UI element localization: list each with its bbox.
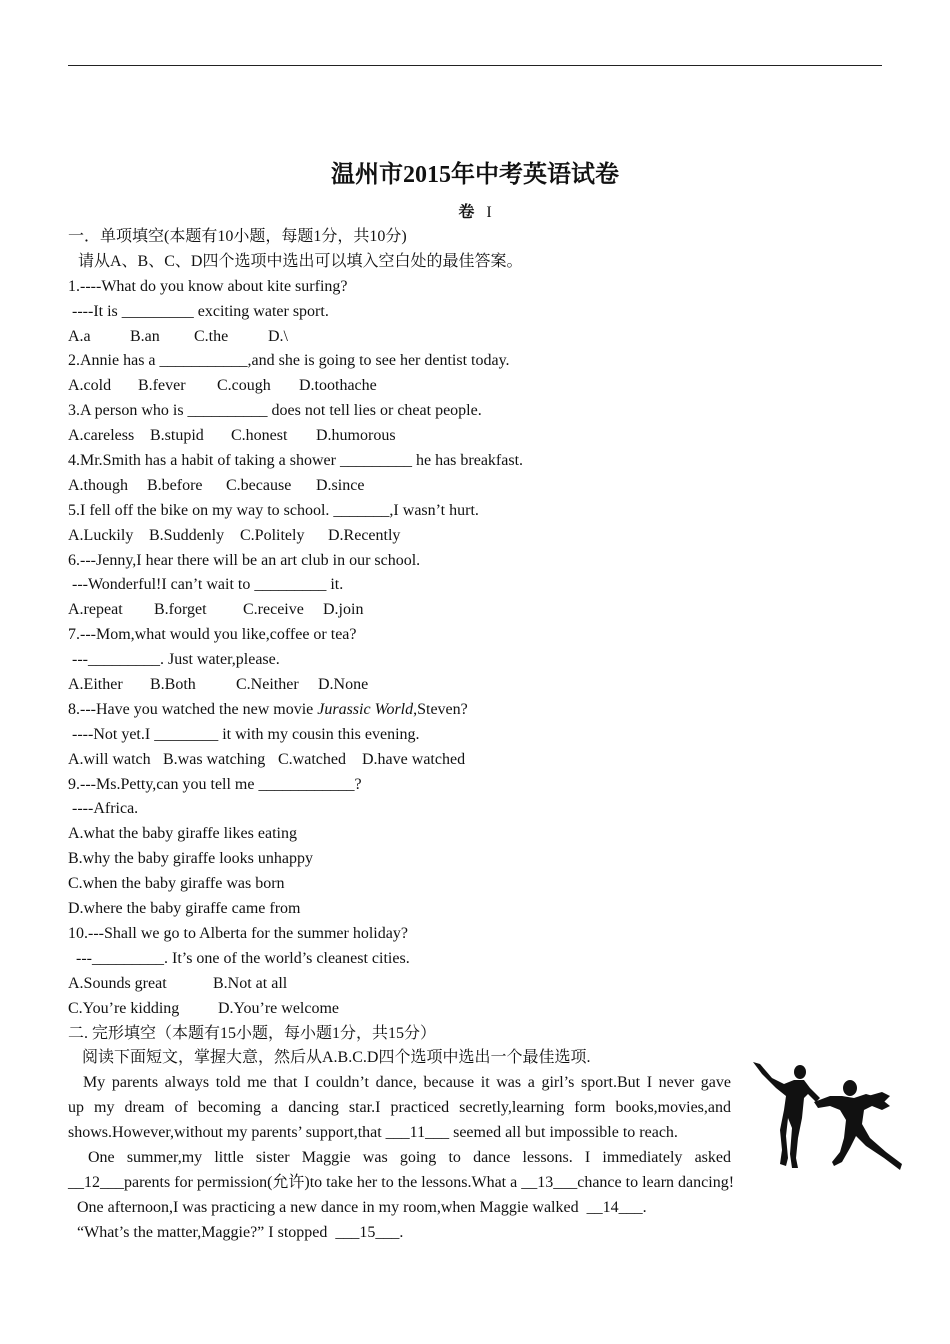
q8-option-b: B.was watching [163, 750, 266, 768]
q5-options [68, 524, 883, 549]
q1-line1: 1.----What do you know about kite surfing? [68, 277, 348, 295]
q9-option-c: C.when the baby giraffe was born [68, 875, 285, 893]
q5-option-b: B.Suddenly [149, 526, 225, 544]
q5-option-d: D.Recently [328, 526, 401, 544]
q7-line2: ---_________. Just water,please. [68, 651, 280, 669]
q4-option-b: B.before [147, 476, 203, 494]
q1-option-a: A.a [68, 327, 91, 345]
q6-option-b: B.forget [154, 601, 207, 619]
volume-word: 卷 [458, 204, 475, 221]
q8-line2: ----Not yet.I ________ it with my cousin this evening. [68, 725, 420, 743]
q7-option-c: C.Neither [236, 676, 299, 694]
q3-options [68, 424, 883, 449]
q10-options-ab [68, 972, 883, 997]
q8-option-d: D.have watched [362, 750, 466, 768]
q7-option-d: D.None [318, 676, 369, 694]
q2-line1: 2.Annie has a ___________,and she is going to see her dentist today. [68, 352, 510, 370]
q4-option-a: A.though [68, 476, 128, 494]
q3-option-d: D.humorous [316, 427, 396, 445]
p2-line1: One summer,my little sister Maggie was going to dance lessons. I immediately asked [88, 1148, 731, 1166]
q7-option-b: B.Both [150, 676, 196, 694]
p4-line: “What’s the matter,Maggie?” I stopped ___15___. [77, 1223, 404, 1241]
p1-line1: My parents always told me that I couldn’t dance, because it was a girl’s sport.But I never gave [83, 1074, 731, 1092]
q10-option-d: D.You’re welcome [218, 999, 340, 1017]
p1-line3: shows.However,without my parents’ support,that ___11___ seemed all but impossible to reach. [68, 1124, 678, 1142]
q4-line1: 4.Mr.Smith has a habit of taking a shower _________ he has breakfast. [68, 452, 524, 470]
q10-option-b: B.Not at all [213, 974, 288, 992]
section1-instruction: 请从A、B、C、D四个选项中选出可以填入空白处的最佳答案。 [78, 252, 523, 270]
q10-options-cd [68, 997, 883, 1022]
q8-option-c: C.watched [278, 750, 346, 768]
q3-option-b: B.stupid [150, 427, 204, 445]
q2-options [68, 374, 883, 399]
q3-option-c: C.honest [231, 427, 288, 445]
p2-line2: __12___parents for permission(允许)to take her to the lessons.What a __13___chance to learn dancing! [68, 1173, 735, 1191]
q9-option-b: B.why the baby giraffe looks unhappy [68, 850, 313, 868]
q8-movie-title: Jurassic World [317, 700, 414, 718]
volume-number: I [486, 204, 492, 221]
header-rule [68, 65, 882, 66]
q1-options [68, 325, 883, 350]
section2-heading: 二. 完形填空（本题有15小题，每小题1分，共15分） [68, 1024, 437, 1042]
q6-option-d: D.join [323, 601, 364, 619]
dancers-silhouette-icon [750, 1058, 908, 1173]
q5-option-a: A.Luckily [68, 526, 134, 544]
q9-line2: ----Africa. [68, 800, 139, 818]
q10-option-c: C.You’re kidding [68, 999, 180, 1017]
q2-option-a: A.cold [68, 377, 112, 395]
q2-option-d: D.toothache [299, 377, 377, 395]
q7-option-a: A.Either [68, 676, 123, 694]
q9-option-a: A.what the baby giraffe likes eating [68, 825, 297, 843]
q2-option-c: C.cough [217, 377, 271, 395]
q8-line1 [68, 698, 883, 723]
volume-label [0, 202, 950, 224]
q7-line1: 7.---Mom,what would you like,coffee or tea? [68, 626, 357, 644]
q6-option-c: C.receive [243, 601, 304, 619]
q4-option-d: D.since [316, 476, 365, 494]
q1-option-d: D.\ [268, 327, 288, 345]
q2-option-b: B.fever [138, 377, 186, 395]
q6-line2: ---Wonderful!I can’t wait to _________ it. [68, 576, 344, 594]
q8-option-a: A.will watch [68, 750, 151, 768]
section1-heading: 一．单项填空(本题有10小题，每题1分，共10分) [68, 228, 407, 245]
q6-line1: 6.---Jenny,I hear there will be an art club in our school. [68, 551, 421, 569]
q1-option-b: B.an [130, 327, 160, 345]
p3-line: One afternoon,I was practicing a new dance in my room,when Maggie walked __14___. [77, 1198, 647, 1216]
q8-options [68, 748, 883, 773]
q8-line1-pre: 8.---Have you watched the new movie [68, 700, 318, 718]
q6-option-a: A.repeat [68, 601, 123, 619]
q3-option-a: A.careless [68, 427, 135, 445]
q7-options [68, 673, 883, 698]
q1-option-c: C.the [194, 327, 229, 345]
q6-options [68, 598, 883, 623]
q9-line1: 9.---Ms.Petty,can you tell me ____________? [68, 775, 362, 793]
q8-line1-post: ,Steven? [413, 700, 468, 718]
section2-instruction: 阅读下面短文，掌握大意，然后从A.B.C.D四个选项中选出一个最佳选项. [82, 1049, 591, 1067]
q5-option-c: C.Politely [240, 526, 305, 544]
q4-options [68, 474, 883, 499]
exam-title: 温州市2015年中考英语试卷 [331, 162, 619, 188]
q10-option-a: A.Sounds great [68, 974, 167, 992]
q4-option-c: C.because [226, 476, 292, 494]
q10-line2: ---_________. It’s one of the world’s cleanest cities. [68, 949, 410, 967]
q9-option-d: D.where the baby giraffe came from [68, 900, 301, 918]
q1-line2: ----It is _________ exciting water sport. [68, 302, 329, 320]
q3-line1: 3.A person who is __________ does not tell lies or cheat people. [68, 402, 482, 420]
p1-line2: up my dream of becoming a dancing star.I practiced secretly,learning form books,movies,and [68, 1099, 731, 1117]
q5-line1: 5.I fell off the bike on my way to school. _______,I wasn’t hurt. [68, 501, 479, 519]
q10-line1: 10.---Shall we go to Alberta for the summer holiday? [68, 924, 408, 942]
